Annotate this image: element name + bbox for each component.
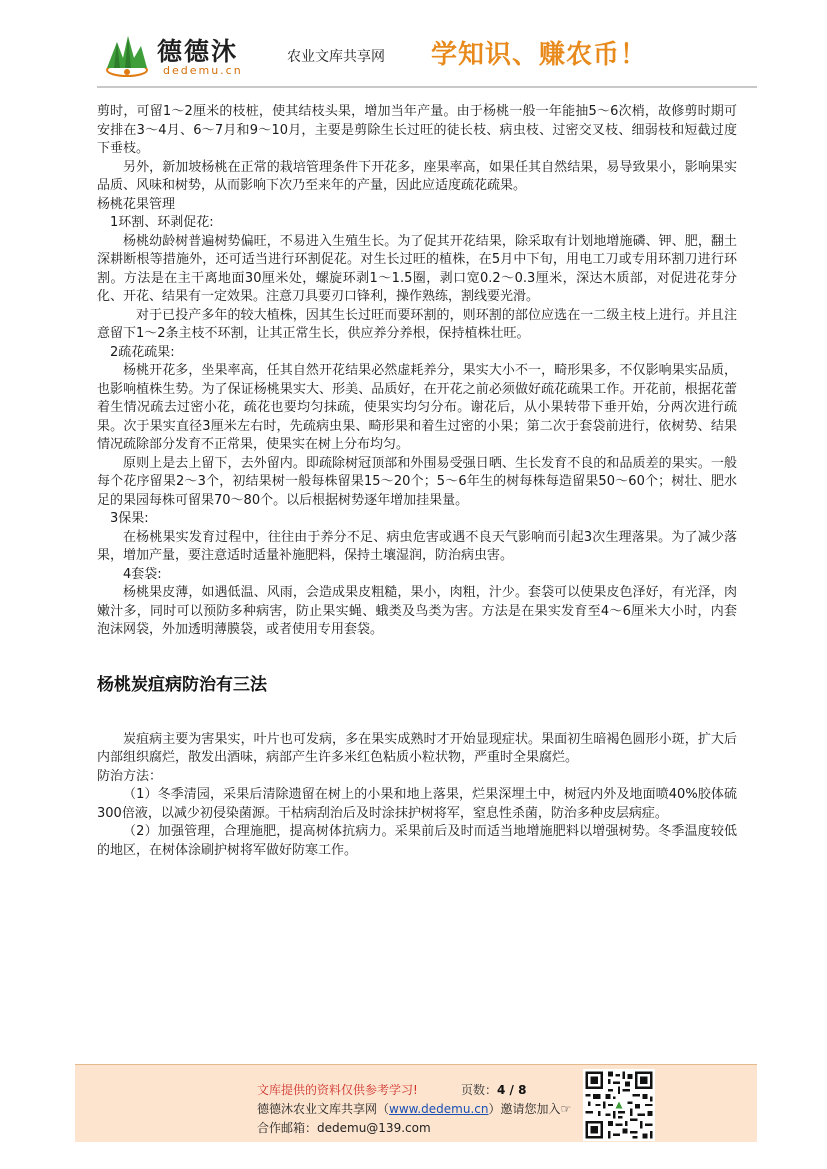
paragraph: 杨桃幼龄树普遍树势偏旺，不易进入生殖生长。为了促其开花结果，除采取有计划地增施磷、钾、肥，翻土深耕断根等措施外，还可适当进行环割促花。对生长过旺的植株，在5月中下旬，用电工刀或专用环割刀进行环割。方法是在主干离地面30厘米处，螺旋环剥1～1.5圈，剥口宽0.2～0.3厘米，深达木质部，对促进花芽分化、开花、结果有一定效果。注意刀具要刃口锋利，操作熟练，割线要光滑。 <box>97 233 737 304</box>
page-label: 页数： <box>461 1083 498 1097</box>
document-body <box>97 103 737 860</box>
paragraph: 防治方法： <box>97 768 163 784</box>
header-divider <box>97 86 757 88</box>
paragraph: 另外，新加坡杨桃在正常的栽培管理条件下开花多，座果率高，如果任其自然结果，易导致果小，影响果实品质、风味和树势，从而影响下次乃至来年的产量，因此应适度疏花疏果。 <box>97 159 737 193</box>
qr-code-icon[interactable] <box>583 1069 655 1141</box>
paragraph: （2）加强管理，合理施肥，提高树体抗病力。采果前后及时而适当地增施肥料以增强树势。冬季温度较低的地区，在树体涂刷护树将军做好防寒工作。 <box>97 824 737 858</box>
page-counter <box>461 1081 526 1098</box>
paragraph: 剪时，可留1～2厘米的枝桩，使其结枝头果，增加当年产量。由于杨桃一般一年能抽5～6次梢，故修剪时期可安排在3～4月、6～7月和9～10月，主要是剪除生长过旺的徒长枝、病虫枝、过密交叉枝、细弱枝和短截过度下垂枝。 <box>97 104 737 156</box>
site-prefix: 德德沐农业文库共享网（ <box>257 1102 390 1116</box>
article-title: 杨桃炭疽病防治有三法 <box>97 674 267 695</box>
paragraph: 杨桃果皮薄，如遇低温、风雨，会造成果皮粗糙，果小，肉粗，汁少。套袋可以使果皮色泽好，有光泽，肉嫩汁多，同时可以预防多种病害，防止果实蝇、蛾类及鸟类为害。方法是在果实发育至4～6厘米大小时，内套泡沫网袋，外加透明薄膜袋，或者使用专用套袋。 <box>97 585 737 637</box>
slogan: 学知识、赚农币！ <box>431 40 648 70</box>
page-current: 4 <box>497 1083 506 1097</box>
footer-site <box>257 1100 571 1117</box>
page-header <box>97 22 757 86</box>
paragraph: 杨桃开花多，坐果率高，任其自然开花结果必然虚耗养分，果实大小不一，畸形果多，不仅影响果实品质，也影响植株生势。为了保证杨桃果实大、形美、品质好，在开花之前必须做好疏花疏果工作。开花前，根据花蕾着生情况疏去过密小花，疏花也要均匀抹疏，使果实均匀分布。谢花后，从小果转带下垂开始，分两次进行疏果。次于果实直径3厘米左右时，先疏病虫果、畸形果和着生过密的小果；第二次于套袋前进行，依树势、结果情况疏除部分发育不正常果，使果实在树上分布均匀。 <box>97 363 737 452</box>
site-suffix: ）邀请您加入☞ <box>488 1102 572 1116</box>
page-footer <box>75 1065 757 1142</box>
section-heading: 杨桃花果管理 <box>97 196 176 212</box>
page-total: 8 <box>518 1083 527 1097</box>
subsection-heading: 4套袋: <box>123 566 162 582</box>
subsection-heading: 2疏花疏果: <box>110 344 175 360</box>
paragraph: 原则上是去上留下，去外留内。即疏除树冠顶部和外围易受强日晒、生长发育不良的和品质差的果实。一般每个花序留果2～3个，初结果树一般每株留果15～20个；5～6年生的树每株每造留果50～60个；树壮、肥水足的果园每株可留果70～80个。以后根据树势逐年增加挂果量。 <box>97 455 737 508</box>
site-link[interactable]: www.dedemu.cn <box>389 1102 489 1116</box>
paragraph: 炭疽病主要为害果实，叶片也可发病，多在果实成熟时才开始显现症状。果面初生暗褐色圆形小斑，扩大后内部组织腐烂，散发出酒味，病部产生许多米红色粘质小粒状物，严重时全果腐烂。 <box>97 731 737 765</box>
paragraph: 对于已投产多年的较大植株，因其生长过旺而要环割的，则环割的部位应选在一二级主枝上进行。并且注意留下1～2条主枝不环割，让其正常生长，供应养分养根，保持植株壮旺。 <box>97 307 737 341</box>
footer-email: 合作邮箱：dedemu@139.com <box>257 1121 431 1135</box>
site-name: 农业文库共享网 <box>287 49 385 65</box>
page-separator: / <box>505 1083 519 1097</box>
paragraph: （1）冬季清园，采果后清除遗留在树上的小果和地上落果，烂果深埋土中，树冠内外及地面喷40%胶体硫300倍液，以减少初侵染菌源。干枯病刮治后及时涂抹护树将军，窒息性杀菌，防治多种皮层病症。 <box>97 787 737 821</box>
dedemu-logo-icon <box>101 28 153 80</box>
logo-domain: dedemu.cn <box>163 64 243 77</box>
subsection-heading: 3保果: <box>110 511 149 526</box>
paragraph: 在杨桃果实发育过程中，往往由于养分不足、病虫危害或遇不良天气影响而引起3次生理落果。为了减少落果，增加产量，要注意适时适量补施肥料，保持土壤湿润，防治病虫害。 <box>97 529 737 563</box>
logo-text: 德德沐 <box>157 37 239 66</box>
footer-notice: 文库提供的资料仅供参考学习! <box>257 1083 418 1097</box>
subsection-heading: 1环割、环剥促花: <box>110 215 214 230</box>
